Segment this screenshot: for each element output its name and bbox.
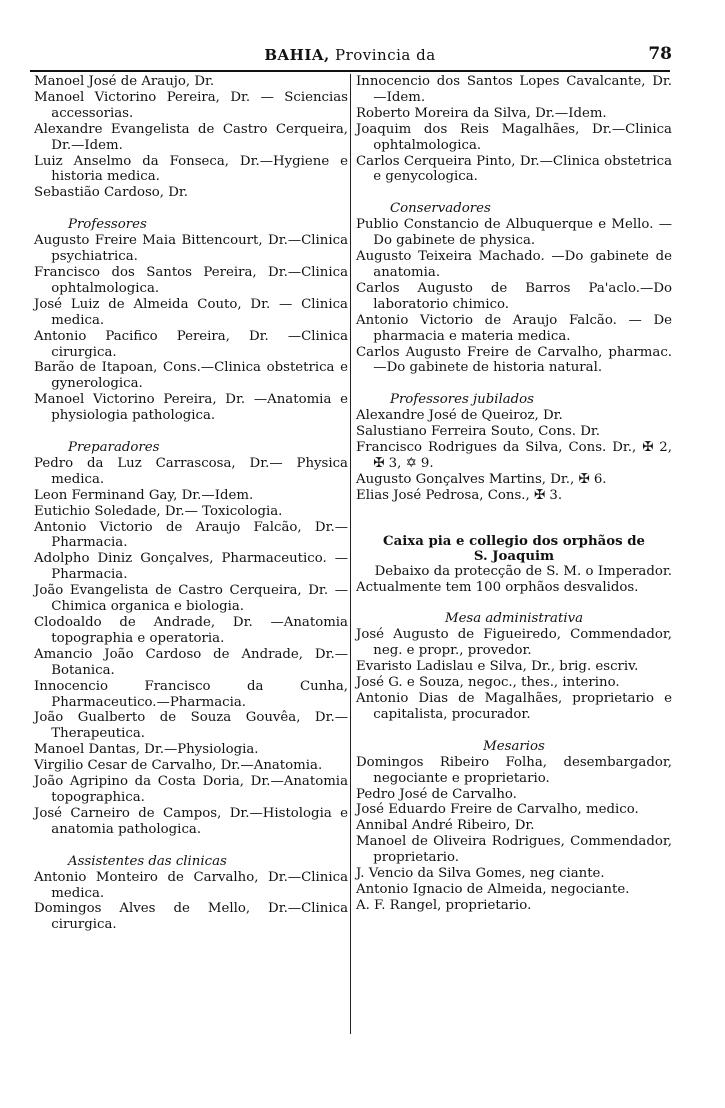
list-item: José Augusto de Figueiredo, Commendador, neg. e propr., provedor. [356,627,672,659]
list-item: Antonio Monteiro de Carvalho, Dr.—Clinica medica. [34,869,348,901]
column-divider [350,74,351,1034]
header-rule [30,70,670,72]
list-item: Evaristo Ladislau e Silva, Dr., brig. escriv. [356,659,639,675]
list-item: Virgilio Cesar de Carvalho, Dr.—Anatomia. [34,758,323,774]
list-item: José Carneiro de Campos, Dr.—Histologia e anatomia pathologica. [34,805,348,837]
list-item: Pedro José de Carvalho. [356,786,517,802]
caixa-heading-line: Caixa pia e collegio dos orphãos de [383,533,645,549]
mesa-list [356,627,672,722]
jubilados-list [356,408,672,503]
list-item: Roberto Moreira da Silva, Dr.—Idem. [356,105,607,121]
list-item: Manoel Victorino Pereira, Dr. — Sciencias accessorias. [34,89,348,121]
mesarios-heading: Mesarios [483,738,545,754]
list-item: Antonio Pacifico Pereira, Dr. —Clinica cirurgica. [34,328,348,360]
list-item: A. F. Rangel, proprietario. [356,897,532,913]
assistentes-heading: Assistentes das clinicas [68,853,227,869]
list-item: Antonio Victorio de Araujo Falcão. — De pharmacia e materia medica. [356,312,672,344]
list-item: Carlos Augusto Freire de Carvalho, pharmac. —Do gabinete de historia natural. [356,344,672,376]
list-item: Francisco Rodrigues da Silva, Cons. Dr., ✠ 2, ✠ 3, ✡ 9. [356,440,672,471]
list-item: J. Vencio da Silva Gomes, neg ciante. [356,866,605,882]
list-item: Domingos Ribeiro Folha, desembargador, negociante e proprietario. [356,754,672,786]
preparadores-heading: Preparadores [68,440,160,456]
list-item: Manoel José de Araujo, Dr. [34,74,215,89]
professores-list [34,233,348,424]
left-intro-list [34,74,348,201]
running-head-title: BAHIA, [264,46,330,64]
list-item: Luiz Anselmo da Fonseca, Dr.—Hygiene e historia medica. [34,153,348,185]
professores-heading: Professores [68,217,147,233]
running-head-subtitle: Provincia da [334,46,436,64]
right-column [356,74,672,914]
assistentes-list [34,870,348,934]
list-item: Augusto Freire Maia Bittencourt, Dr.—Clinica psychiatrica. [34,233,348,265]
list-item: Augusto Teixeira Machado. —Do gabinete de anatomia. [356,249,672,280]
caixa-heading-line: S. Joaquim [473,548,555,564]
list-item: Innocencio Francisco da Cunha, Pharmaceutico.—Pharmacia. [34,678,348,710]
list-item: Manoel Dantas, Dr.—Physiologia. [34,742,259,758]
conservadores-list [356,217,672,376]
page-number: 78 [648,44,672,64]
running-head [30,46,670,64]
list-item: Adolpho Diniz Gonçalves, Pharmaceutico. —Pharmacia. [34,551,348,583]
caixa-heading [356,534,672,564]
list-item: João Evangelista de Castro Cerqueira, Dr. —Chimica organica e biologia. [34,583,348,615]
list-item: Annibal André Ribeiro, Dr. [356,818,535,834]
left-column [34,74,348,933]
caixa-paragraph: Debaixo da protecção de S. M. o Imperador. Actualmente tem 100 orphãos desvalidos. [356,563,672,595]
jubilados-heading: Professores jubilados [390,392,534,408]
list-item: João Gualberto de Souza Gouvêa, Dr.—Therapeutica. [34,710,348,742]
list-item: João Agripino da Costa Doria, Dr.—Anatomia topographica. [34,774,348,805]
list-item: Antonio Dias de Magalhães, proprietario e capitalista, procurador. [356,691,672,722]
list-item: Antonio Ignacio de Almeida, negociante. [356,881,630,897]
list-item: Alexandre Evangelista de Castro Cerqueira, Dr.—Idem. [34,121,348,153]
list-item: Francisco dos Santos Pereira, Dr.—Clinica ophtalmologica. [34,264,348,296]
list-item: Elias José Pedrosa, Cons., ✠ 3. [356,487,563,503]
list-item: Manoel de Oliveira Rodrigues, Commendador, proprietario. [356,834,672,866]
list-item: Sebastião Cardoso, Dr. [34,185,189,201]
list-item: Antonio Victorio de Araujo Falcão, Dr.— Pharmacia. [34,519,348,551]
list-item: Augusto Gonçalves Martins, Dr., ✠ 6. [356,471,607,487]
list-item: Joaquim dos Reis Magalhães, Dr.—Clinica ophtalmologica. [356,121,672,153]
list-item: Leon Ferminand Gay, Dr.—Idem. [34,487,254,503]
right-intro-list [356,74,672,185]
list-item: Publio Constancio de Albuquerque e Mello. —Do gabinete de physica. [356,217,672,249]
list-item: José Eduardo Freire de Carvalho, medico. [356,802,639,818]
list-item: Domingos Alves de Mello, Dr.—Clinica cirurgica. [34,901,348,933]
list-item: Manoel Victorino Pereira, Dr. —Anatomia e physiologia pathologica. [34,392,348,424]
list-item: Alexandre José de Queiroz, Dr. [356,408,563,424]
list-item: Barão de Itapoan, Cons.—Clinica obstetrica e gynerologica. [34,360,348,392]
list-item: Eutichio Soledade, Dr.— Toxicologia. [34,503,283,519]
list-item: Pedro da Luz Carrascosa, Dr.— Physica medica. [34,455,348,487]
preparadores-list [34,456,348,838]
list-item: Salustiano Ferreira Souto, Cons. Dr. [356,424,600,440]
mesa-heading: Mesa administrativa [444,611,584,627]
mesarios-list [356,755,672,914]
list-item: Clodoaldo de Andrade, Dr. —Anatomia topographia e operatoria. [34,615,348,646]
page-header [30,42,670,70]
list-item: José Luiz de Almeida Couto, Dr. — Clinica medica. [34,296,348,328]
list-item: Carlos Cerqueira Pinto, Dr.—Clinica obstetrica e genycologica. [356,153,672,185]
list-item: Innocencio dos Santos Lopes Cavalcante, Dr.—Idem. [356,74,672,105]
list-item: José G. e Souza, negoc., thes., interino. [356,675,620,691]
list-item: Amancio João Cardoso de Andrade, Dr.— Botanica. [34,646,348,678]
conservadores-heading: Conservadores [390,201,491,217]
list-item: Carlos Augusto de Barros Pa'aclo.—Do laboratorio chimico. [356,280,672,312]
